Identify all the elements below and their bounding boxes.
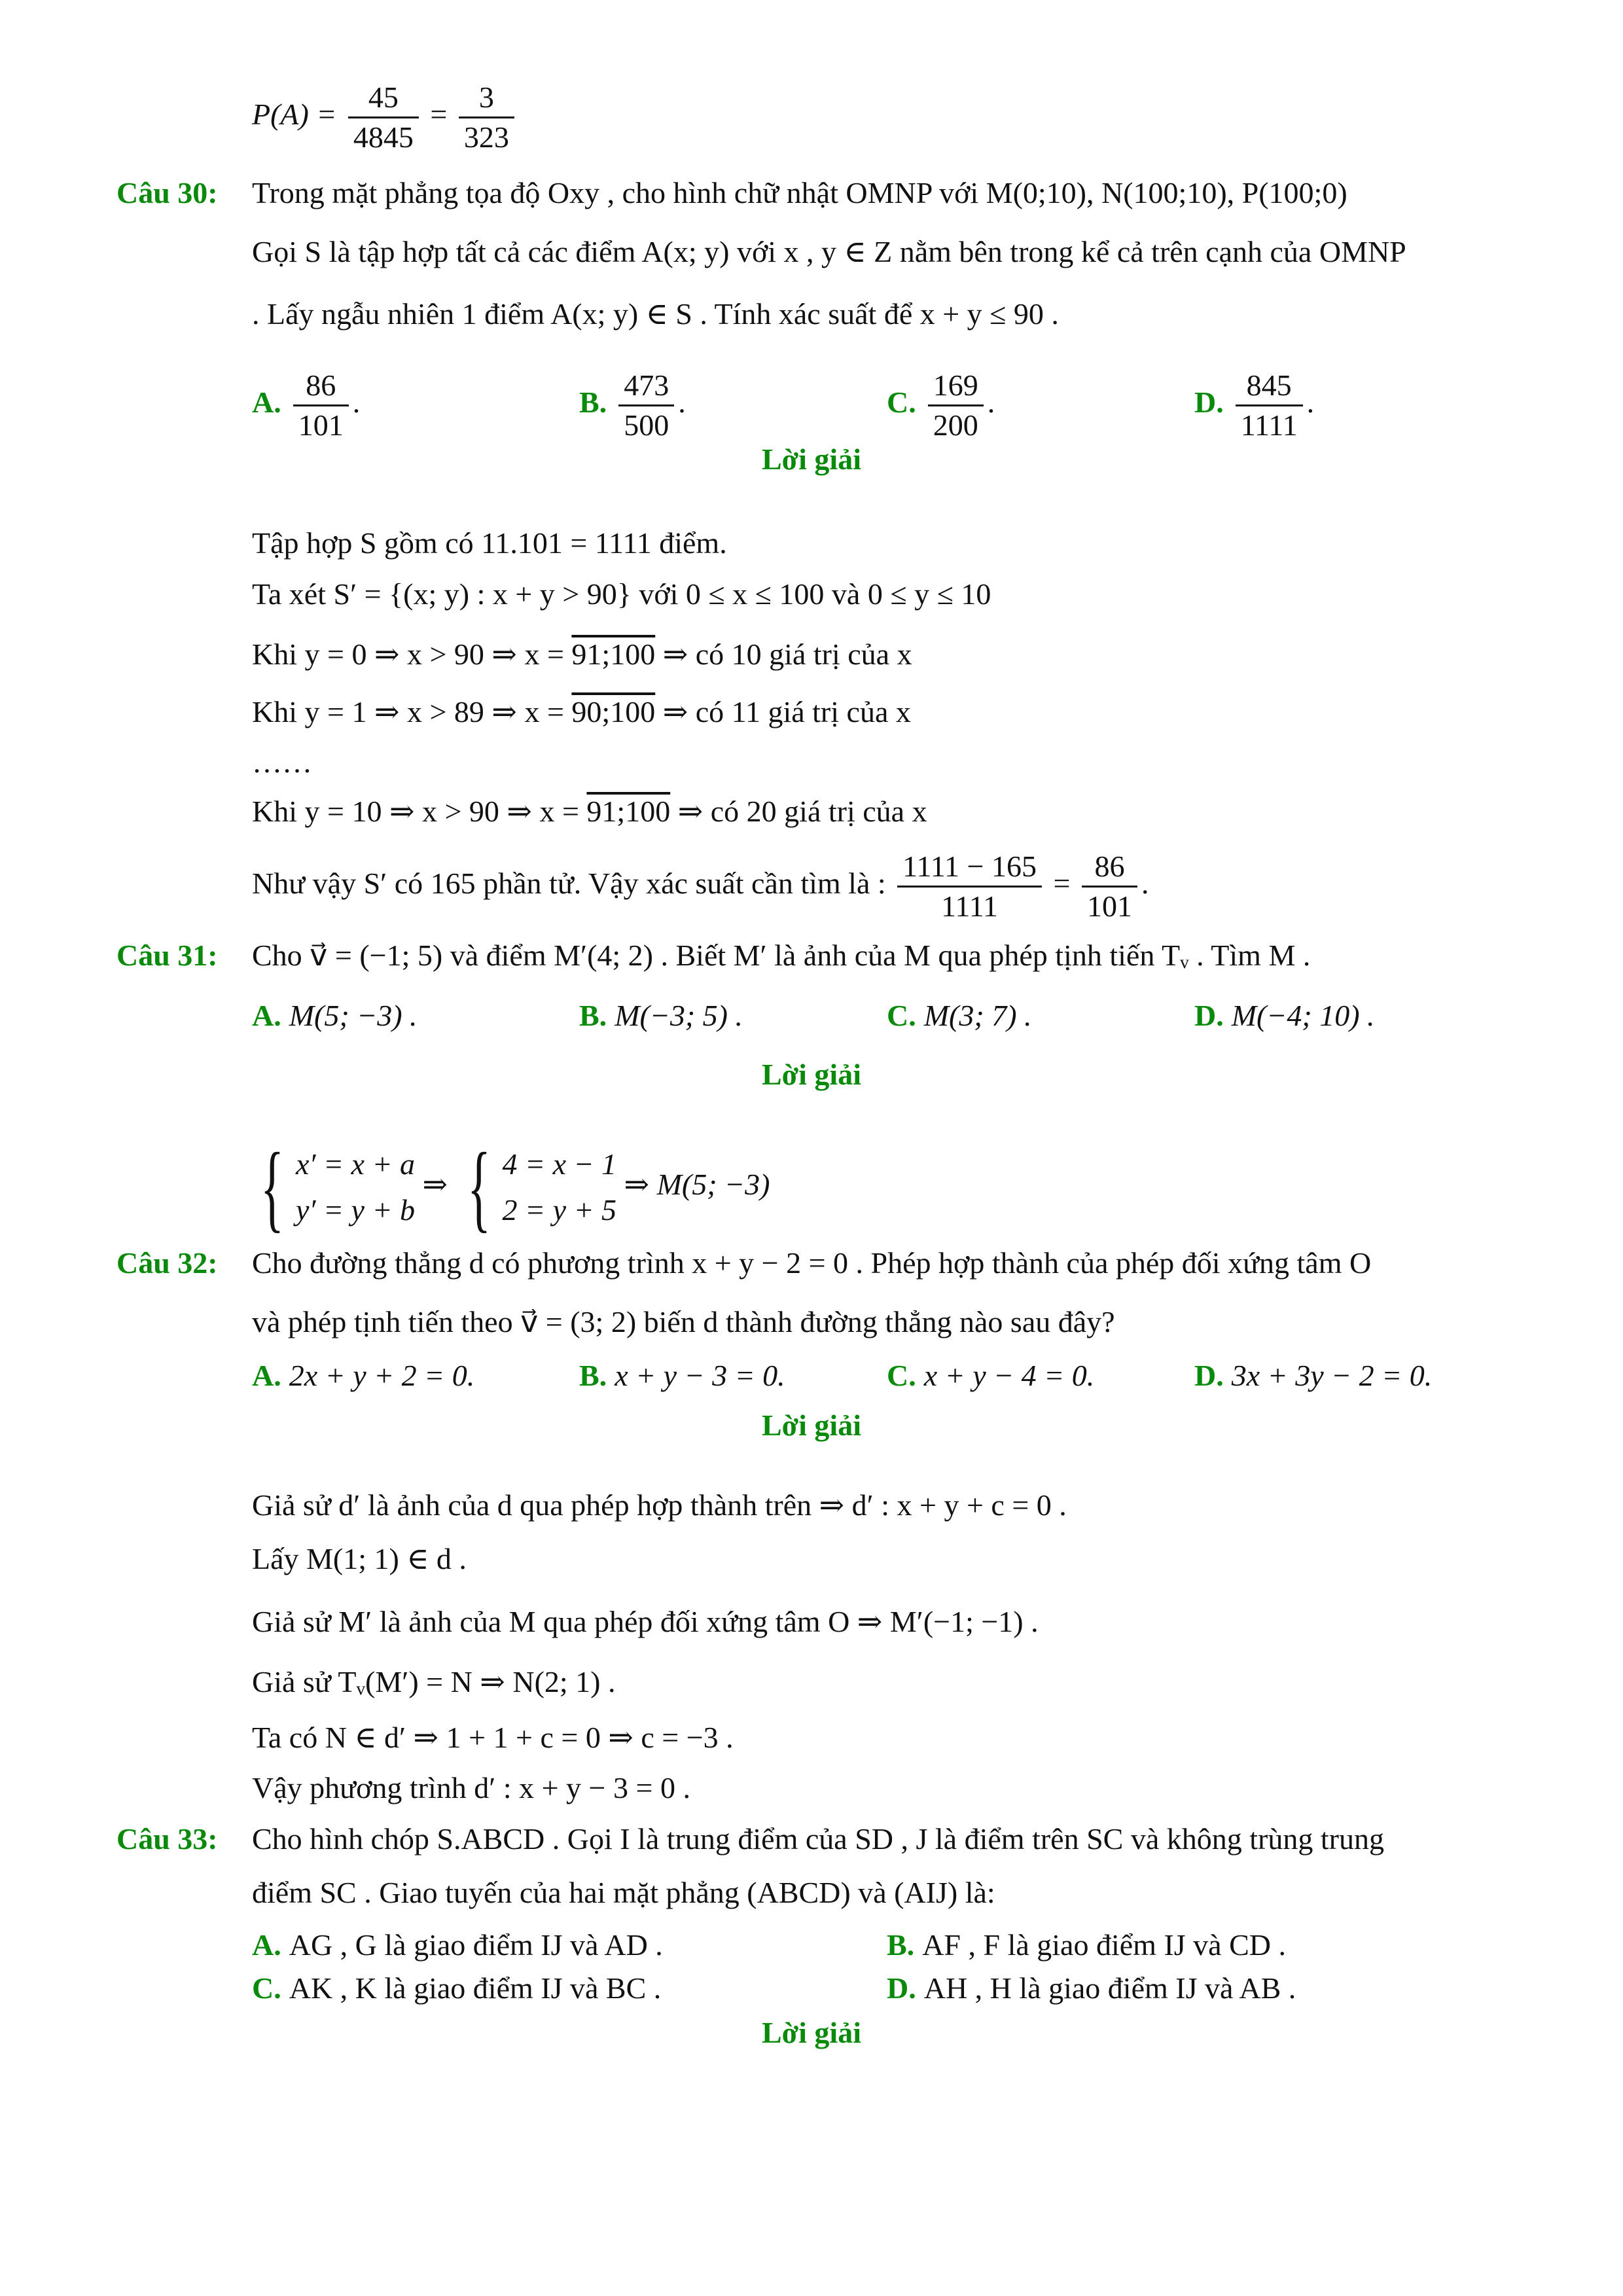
sys-row: y′ = y + b: [296, 1193, 415, 1227]
q33-option-a: [252, 1926, 663, 1965]
frac-den: 4845: [353, 120, 414, 154]
option-text: x + y − 3 = 0.: [615, 1359, 785, 1392]
q31-solution-system: [249, 1133, 770, 1242]
q30-option-a: A. $\frac{86}{101}$ .: [252, 367, 360, 444]
system-1: [296, 1141, 415, 1233]
q32-sol-line-5: Ta có N ∈ d′ ⇒ 1 + 1 + c = 0 ⇒ c = −3 .: [252, 1721, 734, 1754]
option-fraction: [1236, 367, 1303, 444]
q32-line-2: và phép tịnh tiến theo v⃗ = (3; 2) biến d thành đường thẳng nào sau đây?: [252, 1305, 1115, 1338]
frac-num: 473: [618, 367, 674, 406]
option-text: 2x + y + 2 = 0.: [289, 1359, 475, 1392]
option-key: C.: [887, 1359, 916, 1392]
option-text: AG , G là giao điểm IJ và AD .: [289, 1928, 663, 1962]
question-33-label: Câu 33:: [116, 1822, 218, 1856]
range-overline: 91;100: [586, 795, 671, 828]
option-key: B.: [579, 999, 607, 1032]
frac-num: 845: [1236, 367, 1303, 406]
option-key: A.: [252, 1359, 281, 1392]
q30-line-1: Trong mặt phẳng tọa độ Oxy , cho hình chữ nhật OMNP với M(0;10), N(100;10), P(100;0): [252, 176, 1347, 209]
text: Khi y = 10 ⇒ x > 90 ⇒ x =: [252, 795, 587, 828]
option-text: AK , K là giao điểm IJ và BC .: [289, 1971, 662, 2005]
frac-num: 1111 − 165: [897, 848, 1042, 888]
fraction-45-4845: [348, 79, 419, 156]
q33-line-1: Cho hình chóp S.ABCD . Gọi I là trung điểm của SD , J là điểm trên SC và không trùng trung: [252, 1822, 1384, 1856]
frac-den: 500: [624, 408, 669, 442]
left-brace: {: [260, 1133, 284, 1242]
frac-num: 86: [1082, 848, 1137, 888]
option-text: M(3; 7) .: [923, 999, 1032, 1032]
fraction-3-323: [459, 79, 514, 156]
frac-num: 86: [293, 367, 349, 406]
q32-solution-title: Lời giải: [762, 1408, 861, 1442]
q31-option-b: [579, 996, 743, 1035]
q30-sol-ellipsis: ……: [252, 745, 312, 779]
q33-line-2: điểm SC . Giao tuyến của hai mặt phẳng (ABCD) và (AIJ) là:: [252, 1876, 995, 1909]
q32-sol-line-6: Vậy phương trình d′ : x + y − 3 = 0 .: [252, 1771, 690, 1804]
q30-option-c: C. $\frac{169}{200}$ .: [887, 367, 995, 444]
option-key: A.: [252, 999, 281, 1032]
system-2: [503, 1141, 617, 1233]
option-key: D.: [1194, 1359, 1224, 1392]
q33-option-b: [887, 1926, 1286, 1965]
equals: =: [430, 98, 448, 132]
option-key: C.: [887, 999, 916, 1032]
range-overline: 91;100: [571, 637, 656, 671]
q31-option-c: [887, 996, 1032, 1035]
option-key: D.: [887, 1971, 916, 2005]
option-text: 3x + 3y − 2 = 0.: [1231, 1359, 1433, 1392]
q30-sol-line-6: [252, 792, 927, 831]
q32-sol-line-1: Giả sử d′ là ảnh của d qua phép hợp thành trên ⇒ d′ : x + y + c = 0 .: [252, 1488, 1067, 1522]
sys-row: 2 = y + 5: [502, 1193, 617, 1227]
q30-sol-line-7: [252, 848, 1149, 925]
option-fraction: [293, 367, 349, 444]
frac-num: 3: [459, 79, 514, 118]
option-fraction: [928, 367, 984, 444]
q30-sol-line-2: Ta xét S′ = {(x; y) : x + y > 90} với 0 ≤ x ≤ 100 và 0 ≤ y ≤ 10: [252, 577, 991, 611]
q33-option-d: [887, 1969, 1296, 2008]
sys-row: 4 = x − 1: [502, 1147, 617, 1181]
text: ⇒ có 11 giá trị của x: [655, 695, 911, 728]
left-brace: {: [467, 1133, 491, 1242]
frac-den: 101: [298, 408, 344, 442]
q30-sol-line-1: Tập hợp S gồm có 11.101 = 1111 điểm.: [252, 526, 727, 560]
q31-option-a: [252, 996, 418, 1035]
frac-den: 200: [933, 408, 978, 442]
text: ⇒ có 10 giá trị của x: [655, 637, 912, 671]
q32-option-c: [887, 1356, 1094, 1395]
option-key: B.: [887, 1928, 915, 1962]
option-key: D.: [1194, 386, 1224, 420]
option-key: D.: [1194, 999, 1224, 1032]
question-31-label: Câu 31:: [116, 939, 218, 972]
q30-option-b: B. $\frac{473}{500}$ .: [579, 367, 686, 444]
q30-solution-title: Lời giải: [762, 442, 861, 476]
frac-den: 1111: [1240, 408, 1298, 442]
equals: =: [1053, 867, 1071, 901]
option-fraction: [618, 367, 674, 444]
q33-option-c: [252, 1969, 661, 2008]
text: Như vậy S′ có 165 phần tử. Vậy xác suất cần tìm là :: [252, 867, 886, 901]
frac-den: 323: [463, 120, 509, 154]
q31-line-1: Cho v⃗ = (−1; 5) và điểm M′(4; 2) . Biết M′ là ảnh của M qua phép tịnh tiến Tᵥ . Tìm M .: [252, 939, 1311, 972]
text: Khi y = 0 ⇒ x > 90 ⇒ x =: [252, 637, 572, 671]
frac-num: 169: [928, 367, 984, 406]
q32-sol-line-3: Giả sử M′ là ảnh của M qua phép đối xứng tâm O ⇒ M′(−1; −1) .: [252, 1605, 1039, 1638]
option-key: A.: [252, 386, 281, 420]
option-text: M(−4; 10) .: [1231, 999, 1375, 1032]
q31-solution-title: Lời giải: [762, 1058, 861, 1091]
option-text: AH , H là giao điểm IJ và AB .: [923, 1971, 1296, 2005]
option-text: x + y − 4 = 0.: [923, 1359, 1095, 1392]
q31-option-d: [1194, 996, 1375, 1035]
q30-sol-line-3: [252, 635, 912, 674]
range-overline: 90;100: [571, 695, 656, 728]
system-result: ⇒ M(5; −3): [624, 1168, 770, 1201]
option-text: M(−3; 5) .: [615, 999, 743, 1032]
option-key: C.: [887, 386, 916, 420]
probability-result: [252, 79, 518, 156]
option-key: C.: [252, 1971, 281, 2005]
text: Khi y = 1 ⇒ x > 89 ⇒ x =: [252, 695, 572, 728]
option-key: A.: [252, 1928, 281, 1962]
frac-den: 101: [1086, 889, 1132, 923]
option-key: B.: [579, 1359, 607, 1392]
question-30-label: Câu 30:: [116, 176, 218, 209]
q30-option-d: D. $\frac{845}{1111}$ .: [1194, 367, 1314, 444]
q30-line-3: . Lấy ngẫu nhiên 1 điểm A(x; y) ∈ S . Tính xác suất để x + y ≤ 90 .: [252, 297, 1059, 331]
option-key: B.: [579, 386, 607, 420]
q32-option-d: [1194, 1356, 1432, 1395]
q32-option-a: [252, 1356, 474, 1395]
question-32-label: Câu 32:: [116, 1246, 218, 1280]
text: ⇒ có 20 giá trị của x: [670, 795, 927, 828]
sys-row: x′ = x + a: [296, 1147, 415, 1181]
q32-line-1: Cho đường thẳng d có phương trình x + y − 2 = 0 . Phép hợp thành của phép đối xứng tâm O: [252, 1246, 1372, 1280]
option-text: AF , F là giao điểm IJ và CD .: [922, 1928, 1286, 1962]
q30-line-2: Gọi S là tập hợp tất cả các điểm A(x; y) với x , y ∈ Z nằm bên trong kể cả trên cạnh của OMNP: [252, 235, 1406, 268]
fraction-result: [1082, 848, 1137, 925]
q30-sol-line-4: [252, 692, 911, 732]
option-text: M(5; −3) .: [289, 999, 418, 1032]
frac-den: 1111: [941, 889, 999, 923]
q32-sol-line-2: Lấy M(1; 1) ∈ d .: [252, 1542, 467, 1575]
q32-sol-line-4: Giả sử Tᵥ(M′) = N ⇒ N(2; 1) .: [252, 1665, 616, 1698]
q32-option-b: [579, 1356, 785, 1395]
frac-num: 45: [348, 79, 419, 118]
q33-solution-title: Lời giải: [762, 2016, 861, 2049]
period: .: [1141, 867, 1149, 901]
pa-lhs: P(A) =: [252, 98, 337, 132]
fraction-final: [897, 848, 1042, 925]
implies-arrow: ⇒: [422, 1168, 448, 1201]
